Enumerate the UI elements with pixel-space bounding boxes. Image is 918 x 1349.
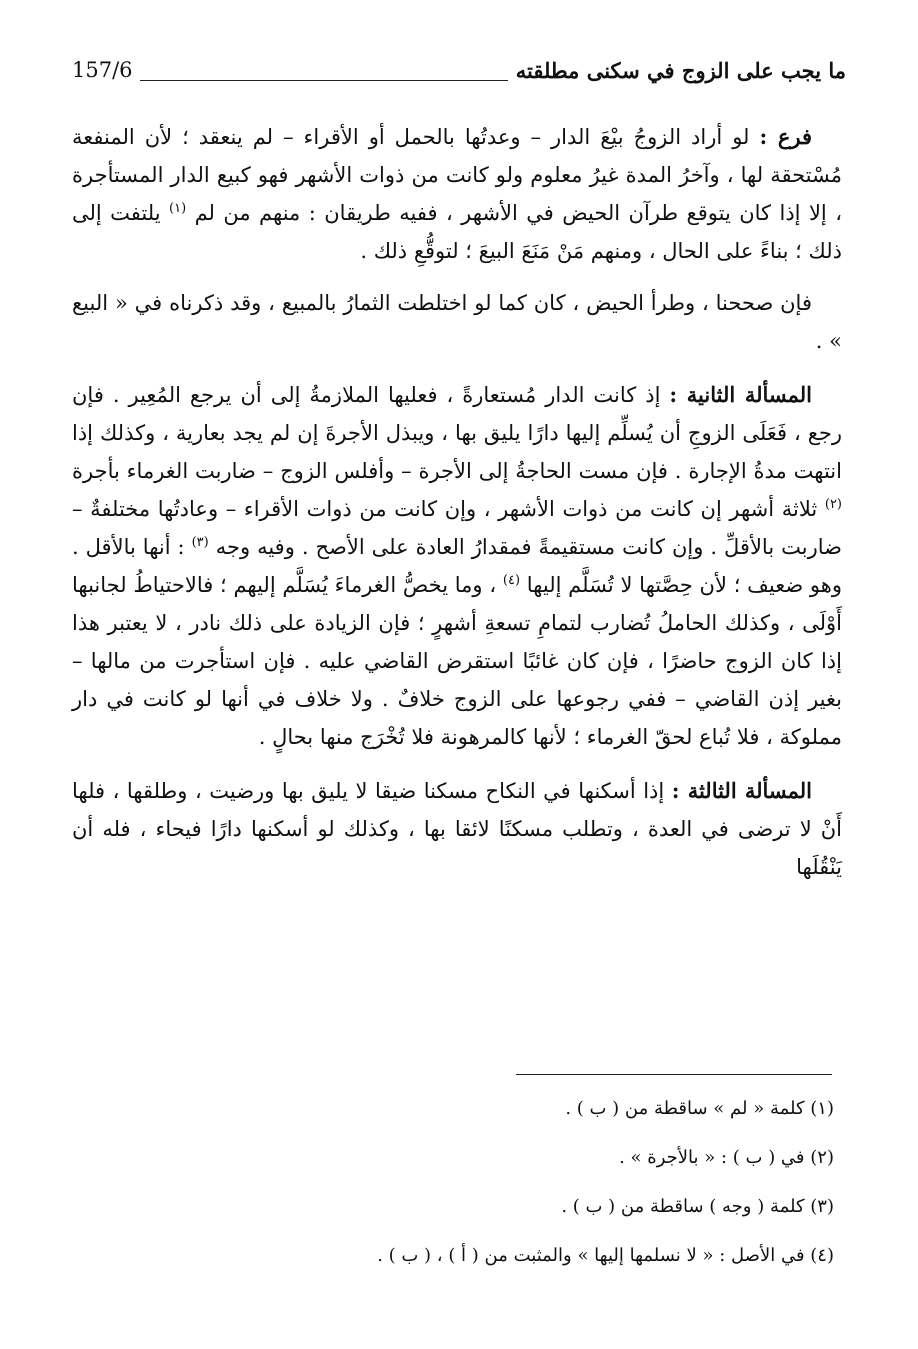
paragraph-text: إذا أسكنها في النكاح مسكنا ضيقا لا يليق بها ورضيت ، وطلقها ، فلها أَنْ لا ترضى في العدة ، وتطلب مسكنًا لائقا بها ، وكذلك لو أسكنها دارًا فيحاء ، فله أن يَنْقُلَها	[72, 779, 842, 879]
paragraph-text-continued: : أنها بالأقل . وهو ضعيف ؛ لأن حِصَّتها لا تُسَلَّم إليها	[72, 535, 842, 597]
paragraph-text: فإن صححنا ، وطرأ الحيض ، كان كما لو اختلطت الثمارُ بالمبيع ، وقد ذكرناه في « البيع » .	[72, 291, 842, 353]
paragraph-lead: المسألة الثانية :	[669, 382, 812, 407]
paragraph-masala-2	[72, 376, 842, 756]
footnote-4: (٤) في الأصل : « لا نسلمها إليها » والمثبت من ( أ ) ، ( ب ) .	[377, 1245, 834, 1266]
paragraph-text-continued: ثلاثة أشهر إن كانت من ذوات الأشهر ، وإن كانت من ذوات الأقراء – وعادتُها مختلفةٌ – ضاربت بالأقلِّ . وإن كانت مستقيمةً فمقدارُ العادة على الأصح . وفيه وجه	[72, 497, 842, 559]
footnote-2: (٢) في ( ب ) : « بالأجرة » .	[619, 1147, 834, 1168]
footnote-ref-2: (٢)	[824, 497, 842, 512]
main-text	[72, 118, 842, 900]
footnote-3: (٣) كلمة ( وجه ) ساقطة من ( ب ) .	[561, 1196, 834, 1217]
running-title: ما يجب على الزوج في سكنى مطلقته	[515, 58, 846, 83]
paragraph-far	[72, 118, 842, 270]
paragraph-text: لو أراد الزوجُ بيْعَ الدار – وعدتُها بالحمل أو الأقراء – لم ينعقد ؛ لأن المنفعة مُسْتحقة لها ، وآخرُ المدة غيرُ معلوم ولو كانت من ذوات الأشهر فهو كبيع الدار المستأجرة ، إلا إذا كان يتوقع طرآن الحيض في الأشهر ، ففيه طريقان : منهم من لم	[72, 125, 842, 225]
paragraph-sahhahna	[72, 284, 842, 360]
page-header	[72, 58, 846, 88]
footnotes	[72, 1098, 834, 1267]
paragraph-text-continued: ، وما يخصُّ الغرماءَ يُسَلَّم إليهم ؛ فالاحتياطُ لجانبها أَوْلَى ، وكذلك الحاملُ تُضارب لتمامِ تسعةِ أشهرٍ ؛ فإن الزيادة على ذلك نادر ، لا يعتبر هذا إذا كان الزوج حاضرًا ، فإن كان غائبًا استقرض القاضي عليه . فإن استأجرت من مالها – بغير إذن القاضي – ففي رجوعها على الزوج خلافٌ . ولا خلاف في أنها لو كانت في دار مملوكة ، فلا تُباع لحقّ الغرماء ؛ لأنها كالمرهونة فلا تُخْرَج منها بحالٍ .	[72, 573, 842, 749]
page-number: 157/6	[72, 58, 133, 82]
footnote-ref-4: (٤)	[502, 573, 521, 588]
paragraph-lead: المسألة الثالثة :	[671, 778, 812, 803]
footnote-rule	[516, 1074, 832, 1075]
paragraph-text-continued: يلتفت إلى ذلك ؛ بناءً على الحال ، ومنهم مَنْ مَنَعَ البيعَ ؛ لتوقُّعِ ذلك .	[72, 201, 842, 263]
paragraph-lead: فرع :	[759, 124, 813, 149]
header-rule	[140, 80, 508, 81]
footnote-ref-1: (١)	[169, 201, 187, 216]
paragraph-text: إذ كانت الدار مُستعارةً ، فعليها الملازمةُ إلى أن يرجع المُعِير . فإن رجع ، فَعَلَى الزوجِ أن يُسلِّم إليها دارًا يليق بها ، ويبذل الأجرةَ إن لم يجد بعارية ، وكذلك إذا انتهت مدةُ الإجارة . فإن مست الحاجةُ إلى الأجرة – وأفلس الزوج – ضاربت الغرماء بأجرة	[72, 383, 842, 483]
footnote-ref-3: (٣)	[191, 535, 209, 550]
paragraph-masala-3	[72, 772, 842, 886]
footnote-1: (١) كلمة « لم » ساقطة من ( ب ) .	[565, 1098, 834, 1119]
